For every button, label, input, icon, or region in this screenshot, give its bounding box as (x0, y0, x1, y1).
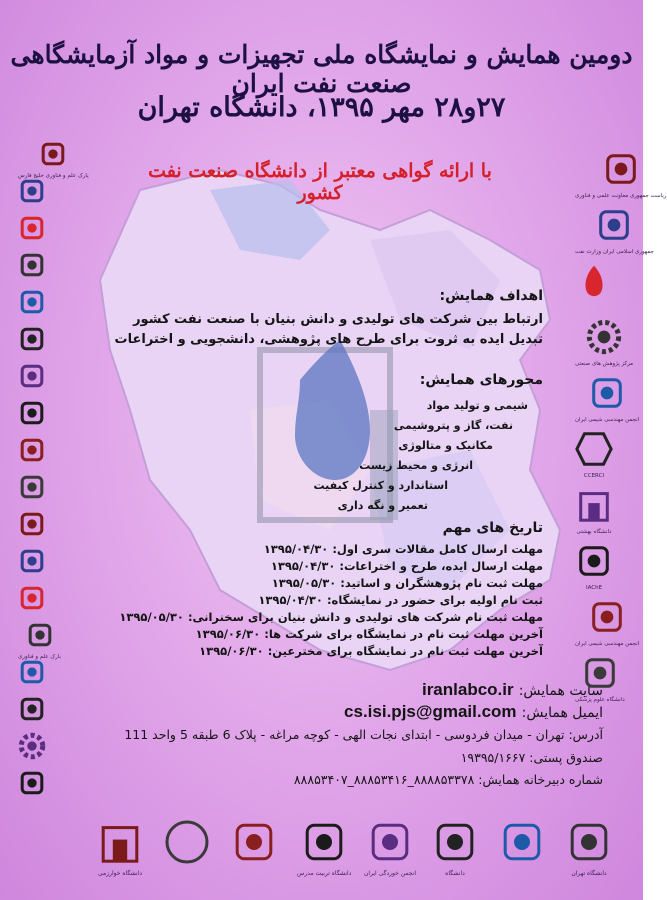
leaf-icon (18, 214, 46, 246)
tower-icon (39, 140, 67, 172)
sponsor-logo (18, 177, 46, 209)
sponsor-logo (18, 658, 46, 690)
knot-icon (230, 818, 278, 870)
circle-icon (163, 818, 211, 870)
wave-icon (18, 510, 46, 542)
sponsor-logo (18, 473, 46, 505)
date-item: ثبت نام اولیه برای حضور در نمایشگاه: ۱۳۹۵/۰۴/۳۰ (258, 593, 543, 607)
email-link[interactable]: cs.isi.pjs@gmail.com (344, 702, 517, 721)
website-link[interactable]: iranlabco.ir (421, 680, 514, 699)
sponsor-logo (18, 621, 61, 660)
flame-icon (575, 262, 613, 304)
axis-item: شیمی و تولید مواد (426, 399, 528, 412)
logo-icon (588, 374, 626, 416)
tree-icon (18, 584, 46, 616)
book-icon (18, 251, 46, 283)
sponsor-logo (163, 818, 211, 870)
sponsor-caption: انجمن خوردگی ایران (364, 870, 417, 877)
axis-item: استاندارد و کنترل کیفیت (313, 479, 448, 492)
hexagon-icon (575, 430, 613, 472)
sponsor-logo (575, 318, 633, 367)
iache-icon (575, 542, 613, 584)
flask-icon (588, 598, 626, 640)
sponsor-logo (575, 598, 639, 647)
globe-icon (18, 362, 46, 394)
sponsor-logo (18, 695, 46, 727)
sponsor-logo (575, 374, 639, 423)
text-icon (18, 658, 46, 690)
sponsor-logo (575, 430, 613, 479)
sponsor-caption: CCERCI (583, 473, 605, 479)
date-item: مهلت ارسال کامل مقالات سری اول: ۱۳۹۵/۰۴/۳۰ (263, 542, 543, 556)
sponsor-caption: پارک علم و فناوری خلیج فارس (18, 173, 89, 179)
sponsor-logo (18, 140, 89, 179)
date-item: آخرین مهلت ثبت نام در نمایشگاه برای مخترعین: ۱۳۹۵/۰۶/۳۰ (199, 644, 543, 658)
sponsor-caption: دانشگاه بهشتی (576, 529, 612, 535)
sponsor-caption: انجمن مهندسی شیمی ایران (575, 641, 640, 647)
date-item: مهلت ارسال ایده، طرح و اختراعات: ۱۳۹۵/۰۴/۳۰ (270, 559, 543, 573)
wheel-icon (18, 695, 46, 727)
sponsor-caption: دانشگاه (445, 870, 465, 877)
sponsor-logo (364, 818, 416, 877)
sponsor-logo (575, 486, 613, 535)
sun-icon (18, 473, 46, 505)
flower-icon (26, 621, 54, 653)
axis-item: مکانیک و متالوژی (398, 439, 493, 452)
sponsor-logo (18, 362, 46, 394)
swirl-icon (18, 399, 46, 431)
sponsor-caption: جمهوری اسلامی ایران وزارت نفت (575, 249, 654, 255)
gear-icon (18, 732, 46, 764)
goal-item: تبدیل ایده به ثروت برای طرح های پژوهشی، دانشجویی و اختراعات (114, 332, 543, 347)
axis-item: انرژی و محیط زیست (359, 459, 473, 472)
sponsor-caption: ریاست جمهوری معاونت علمی و فناوری (575, 193, 667, 199)
sponsor-logo (18, 436, 46, 468)
sponsor-logo (575, 542, 613, 591)
sponsor-caption: مرکز پژوهش های صنعتی (575, 361, 634, 367)
axis-item: نفت، گاز و پتروشیمی (393, 419, 513, 432)
sponsor-logo (431, 818, 479, 877)
rosette-icon (498, 818, 546, 870)
tower-icon (18, 769, 46, 801)
goal-item: ارتباط بین شرکت های تولیدی و دانش بنیان با صنعت نفت کشور (133, 312, 543, 327)
dome-icon (431, 818, 479, 870)
sponsor-logo (18, 584, 46, 616)
date-item: مهلت ثبت نام شرکت های تولیدی و دانش بنیان برای سخنرانی: ۱۳۹۵/۰۵/۳۰ (119, 610, 543, 624)
postbox-line: صندوق پستی: ۱۹۳۹۵/۱۶۶۷ (460, 750, 603, 765)
figure-icon (18, 288, 46, 320)
mosque-icon (300, 818, 348, 870)
sponsor-logo (18, 769, 46, 801)
website-label: سایت همایش: (518, 683, 603, 699)
axes-heading: محورهای همایش: (419, 372, 543, 388)
sponsor-caption: دانشگاه تربیت مدرس (297, 870, 352, 877)
goals-heading: اهداف همایش: (439, 288, 543, 304)
sponsor-logo (297, 818, 351, 877)
sponsor-logo (498, 818, 546, 870)
sponsor-logo (18, 732, 46, 764)
sponsor-logo (96, 818, 144, 877)
building-icon (575, 486, 613, 528)
sponsor-logo (18, 214, 46, 246)
sponsor-logo (18, 288, 46, 320)
emblem-icon (602, 150, 640, 192)
sponsor-caption: IAChE (585, 585, 603, 591)
sponsor-caption: دانشگاه علوم پزشکی (575, 697, 625, 703)
sponsor-logo (575, 262, 613, 304)
conference-date-venue: ۲۷و۲۸ مهر ۱۳۹۵، دانشگاه تهران (137, 92, 506, 123)
email-row (344, 702, 603, 722)
phone-line: شماره دبیرخانه همایش: ۸۸۸۸۵۳۳۷۸_۸۸۸۵۳۴۱۶_۸۸۸۵۳۴۰۷ (293, 772, 603, 787)
gear-icon (585, 318, 623, 360)
lab-icon (18, 177, 46, 209)
sponsor-logo (565, 818, 613, 877)
star-icon (18, 547, 46, 579)
building-icon (96, 818, 144, 870)
emblem-icon (581, 654, 619, 696)
sponsor-logo (575, 150, 667, 199)
aca-icon (366, 818, 414, 870)
conference-title: دومین همایش و نمایشگاه ملی تجهیزات و مواد آزمایشگاهی صنعت نفت ایران (10, 40, 633, 98)
sponsor-logo (230, 818, 278, 870)
date-item: آخرین مهلت ثبت نام در نمایشگاه برای شرکت ها: ۱۳۹۵/۰۶/۳۰ (195, 627, 543, 641)
date-item: مهلت ثبت نام پژوهشگران و اساتید: ۱۳۹۵/۰۵/۳۰ (271, 576, 543, 590)
sponsor-logo (18, 251, 46, 283)
sponsor-logo (18, 547, 46, 579)
certificate-note: با ارائه گواهی معتبر از دانشگاه صنعت نفت کشور (148, 160, 492, 204)
sponsor-caption: بارک علم و فناوری (18, 654, 62, 660)
email-label: ایمیل همایش: (521, 705, 603, 721)
sponsor-logo (18, 399, 46, 431)
sponsor-logo (575, 654, 625, 703)
axis-item: تعمیر و نگه داری (337, 499, 428, 512)
dates-heading: تاریخ های مهم (442, 520, 543, 536)
sponsor-caption: دانشگاه تهران (571, 870, 607, 877)
sponsor-logo (18, 325, 46, 357)
sponsor-caption: انجمن مهندسی شیمی ایران (575, 417, 640, 423)
address-line: آدرس: تهران - میدان فردوسی - ابتدای نجات الهی - کوچه مراغه - پلاک 6 طبقه 5 واحد 111 (124, 727, 603, 742)
logo-icon (565, 818, 613, 870)
figure-icon (18, 325, 46, 357)
emblem-icon (595, 206, 633, 248)
sponsor-logo (575, 206, 654, 255)
sponsor-caption: دانشگاه خوارزمی (97, 870, 143, 877)
sponsor-logo (18, 510, 46, 542)
chart-icon (18, 436, 46, 468)
